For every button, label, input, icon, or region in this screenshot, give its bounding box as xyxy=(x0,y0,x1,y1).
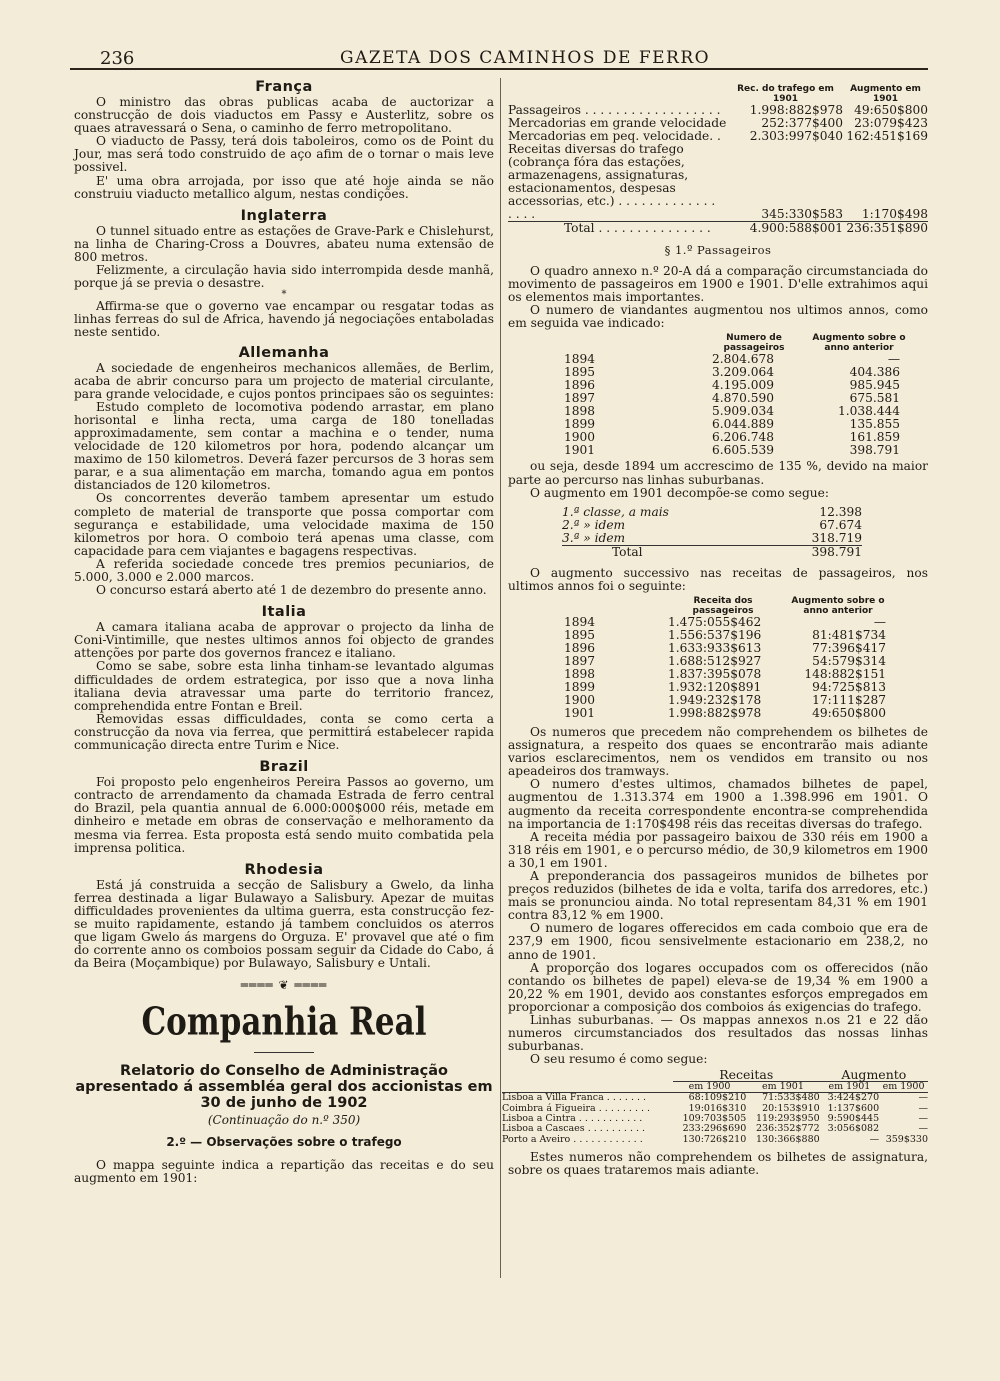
cell: 252:377$400 xyxy=(761,116,843,130)
cell: 1901 xyxy=(564,443,596,458)
cell: 4.870.590 xyxy=(712,391,775,406)
report-title: Relatorio do Conselho de Administração apresentado á assembléa geral dos accionistas em 30 de junho de 1902 xyxy=(75,1063,493,1112)
cell: 1899 xyxy=(564,679,596,694)
row-label: Total . . . . . . . . . . . . . . . xyxy=(564,221,711,235)
cell: 49:650$800 xyxy=(812,705,886,720)
paragraph: O mappa seguinte indica a repartição das receitas e do seu augmento em 1901: xyxy=(74,1158,494,1186)
paragraph: O quadro annexo n.º 20-A dá a comparação circumstanciada do movimento de passageiros em 1900 e 1901. D'elle extrahimos aqui os elementos mais importantes. xyxy=(508,264,928,305)
cell: 345:330$583 xyxy=(728,143,843,222)
cell: 1.932:120$891 xyxy=(668,679,762,694)
cell: 94:725$813 xyxy=(812,679,886,694)
cell: 1.633:933$613 xyxy=(668,640,762,655)
table-row xyxy=(564,629,898,642)
cell: 2.804.678 xyxy=(712,352,775,367)
paragraph: ou seja, desde 1894 um accrescimo de 135 %, devido na maior parte ao percurso nas linhas suburbanas. xyxy=(508,459,928,487)
cell: 1.038.444 xyxy=(837,404,900,419)
cell: Lisboa a Villa Franca . . . . . . . xyxy=(502,1092,647,1104)
row-label: 3.ª » idem xyxy=(562,532,766,546)
cell: 68:109$210 xyxy=(688,1092,747,1104)
cell: 1894 xyxy=(564,352,596,367)
paragraph: Os numeros que precedem não comprehendem os bilhetes de assignatura, a respeito dos quaes se encontrarão mais adiante varios esclarecimentos, nem os vendidos em transito ou nos apeadeiros dos tramways. xyxy=(508,724,928,779)
column-header: em 1900 xyxy=(879,1081,928,1092)
cell: — xyxy=(887,352,900,367)
cell: 1.556:537$196 xyxy=(668,627,762,642)
table-row xyxy=(564,655,898,668)
row-label: Passageiros . . . . . . . . . . . . . . . . . . xyxy=(508,104,721,117)
cell: 985.945 xyxy=(849,378,900,393)
cell: 9:590$445 xyxy=(827,1113,880,1124)
paragraph: O augmento successivo nas receitas de passageiros, nos ultimos annos foi o seguinte: xyxy=(508,565,928,593)
cell: 71:533$480 xyxy=(762,1092,820,1104)
paragraph: A preponderancia dos passageiros munidos de bilhetes por preços reduzidos (bilhetes de ida e volta, tarifa dos arredores, etc.) mais se pronunciou ainda. No total representam 84,31 % em 1901 contra 83,12 % em 1900. xyxy=(508,868,928,923)
section-heading-brazil: Brazil xyxy=(259,759,309,776)
cell: 162:451$169 xyxy=(846,129,928,143)
table-row xyxy=(562,506,862,519)
cell: — xyxy=(918,1113,928,1124)
paragraph: O augmento em 1901 decompõe-se como segue: xyxy=(530,485,829,500)
cell: 1898 xyxy=(564,404,596,419)
cell: 2.303:997$040 xyxy=(749,129,843,143)
cell: 1897 xyxy=(564,391,596,406)
cell: 1.475:055$462 xyxy=(668,614,762,629)
cell: 5.909.034 xyxy=(712,404,775,419)
column-header: Augmento sobre o anno anterior xyxy=(812,333,906,354)
paragraph: Foi proposto pelo engenheiros Pereira Passos ao governo, um contracto de arrendamento da chamada Estrada de ferro central do Brazil, pela quantia annual de 6.000:000$000 réis, metade em dinheiro e metade em obras de conservação e melhoramento da mesma via ferrea. Esta proposta está sendo muito combatida pela imprensa politica. xyxy=(74,775,494,855)
cell: 161.859 xyxy=(849,430,900,445)
separator-star: * xyxy=(281,289,287,301)
cell: 109:703$505 xyxy=(682,1113,747,1124)
paragraph: Removidas essas difficuldades, conta se como certa a construcção da nova via ferrea, que permittirá estabelecer rapida communicação directa entre Turim e Nice. xyxy=(74,711,494,753)
cell: 12.398 xyxy=(819,504,862,519)
paragraph: E' uma obra arrojada, por isso que até hoje ainda se não construiu viaducto metallico algum, nestas condições. xyxy=(74,173,494,201)
table-row xyxy=(562,532,862,546)
paragraph: O numero de logares offerecidos em cada comboio que era de 237,9 em 1900, ficou sensivelmente estacionario em 238,2, no anno de 1901. xyxy=(508,921,928,962)
row-label: Mercadorias em grande velocidade xyxy=(508,116,727,130)
column-group-header: Augmento xyxy=(820,1070,928,1081)
column-header: Receita dos passageiros xyxy=(692,595,754,616)
section-heading-inglaterra: Inglaterra xyxy=(240,207,328,224)
cell: — xyxy=(869,1133,880,1145)
cell: 3:056$082 xyxy=(827,1123,880,1135)
paragraph: Estes numeros não comprehendem os bilhetes de assignatura, sobre os quaes trataremos mais adiante. xyxy=(508,1150,928,1178)
table-row xyxy=(564,707,898,720)
cell: 77:396$417 xyxy=(812,640,886,655)
cell: 1:170$498 xyxy=(843,143,928,222)
paragraph: A receita média por passageiro baixou de 330 réis em 1900 a 318 réis em 1901, e o percurso médio, de 30,9 kilometros em 1900 a 30,1 em 1901. xyxy=(508,829,928,870)
column-header: em 1901 xyxy=(820,1081,879,1092)
cell: 6.044.889 xyxy=(712,417,775,432)
cell: 3.209.064 xyxy=(712,365,775,380)
column-group-header: Receitas xyxy=(673,1070,820,1081)
column-header: Rec. do trafego em 1901 xyxy=(737,84,834,104)
table-row xyxy=(564,444,914,457)
company-logo-text: Companhia Real xyxy=(141,999,427,1045)
cell: 1899 xyxy=(564,417,596,432)
cell: 49:650$800 xyxy=(854,103,928,117)
paragraph: Como se sabe, sobre esta linha tinham-se levantado algumas difficuldades de ordem estrategica, por isso que a nova linha italiana devia atravessar uma parte do territorio francez, comprehendida entre Fontan e Breil. xyxy=(74,659,494,713)
cell: Porto a Aveiro . . . . . . . . . . . . xyxy=(502,1133,643,1145)
cell: 1897 xyxy=(564,653,596,668)
cell: 1.837:395$078 xyxy=(668,666,762,681)
cell: 3:424$270 xyxy=(827,1092,880,1104)
cell: 233:296$690 xyxy=(682,1123,747,1135)
paragraph: Affirma-se que o governo vae encampar ou resgatar todas as linhas ferreas do sul de Africa, havendo já negociações entaboladas neste sentido. xyxy=(74,299,494,340)
row-label: Mercadorias em peq. velocidade. . xyxy=(508,129,721,143)
paragraph: Está já construida a secção de Salisbury a Gwelo, da linha ferrea destinada a ligar Bulawayo a Salisbury. Apezar de muitas difficuldades provenientes da ultima guerra, esta construcção fez-se muito rapidamente, estando já tambem concluidos os aterros que ligam Gwelo ás margens do Orguza. E' provavel que até o fim do corrente anno os comboios possam seguir da Cidade do Cabo, á da Beira (Moçambique) por Bulawayo, Salisbury e Untali. xyxy=(74,877,494,971)
cell: 1:137$600 xyxy=(827,1102,880,1114)
row-label: Receitas diversas do trafego (cobrança fóra das estações, armazenagens, assignaturas, estacionamentos, despesas accessorias, etc.) . . . . . . . . . . . . . . . . . xyxy=(508,143,728,222)
paragraph: A referida sociedade concede tres premios pecuniarios, de 5.000, 3.000 e 2.000 marcos. xyxy=(74,556,494,584)
cell: 17:111$287 xyxy=(812,692,886,707)
cell: 1898 xyxy=(564,666,596,681)
paragraph: O tunnel situado entre as estações de Grave-Park e Chislehurst, na linha de Charing-Cross a Douvres, abateu numa extensão de 800 metros. xyxy=(74,223,494,264)
page-header xyxy=(70,44,928,70)
cell: 1895 xyxy=(564,365,596,380)
row-label: 2.ª » idem xyxy=(562,517,626,532)
journal-title: GAZETA DOS CAMINHOS DE FERRO xyxy=(340,48,711,68)
cell: 1896 xyxy=(564,378,596,393)
table-row xyxy=(502,1093,928,1104)
cell: 236:352$772 xyxy=(756,1123,820,1135)
table-row xyxy=(562,519,862,532)
column-header: Augmento em 1901 xyxy=(850,84,921,104)
class-breakdown-table xyxy=(562,506,862,559)
cell: — xyxy=(918,1123,928,1135)
table-row xyxy=(508,143,928,222)
cell: 135.855 xyxy=(849,417,900,432)
right-column xyxy=(502,84,928,1178)
cell: 6.605.539 xyxy=(712,443,775,458)
section-heading-franca: França xyxy=(255,79,313,95)
table-row xyxy=(564,668,898,681)
paragraph: Linhas suburbanas. — Os mappas annexos n.os 21 e 22 dão numeros circumstanciados dos resultados das nossas linhas suburbanas. xyxy=(508,1013,928,1054)
cell: 236:351$890 xyxy=(846,221,928,235)
ornamental-rule: ════ ❦ ════ xyxy=(240,978,328,993)
paragraph: O ministro das obras publicas acaba de auctorizar a construcção de dois viaductos em Passy e Austerlitz, sobre os quaes atravessará o Sena, o caminho de ferro metropolitano. xyxy=(74,95,494,136)
table-row xyxy=(564,616,898,629)
table-row xyxy=(564,694,898,707)
cell: 1.949:232$178 xyxy=(668,692,762,707)
passengers-table xyxy=(564,333,914,457)
cell: 404.386 xyxy=(849,365,900,380)
paragraph: A sociedade de engenheiros mechanicos allemães, de Berlim, acaba de abrir concurso para um projecto de material circulante, para grande velocidade, e cujos pontos principaes são os seguintes: xyxy=(74,360,494,401)
paragraph: O concurso estará aberto até 1 de dezembro do presente anno. xyxy=(96,583,487,598)
paragraph: O seu resumo é como segue: xyxy=(530,1052,708,1067)
cell: 1900 xyxy=(564,692,596,707)
section-heading-allemanha: Allemanha xyxy=(238,344,330,361)
column-header: Augmento sobre o anno anterior xyxy=(791,595,885,616)
cell: 4.900:588$001 xyxy=(749,221,843,235)
cell: 1900 xyxy=(564,430,596,445)
continuation-note: (Continuação do n.º 350) xyxy=(207,1113,361,1128)
cell: 6.206.748 xyxy=(712,430,775,445)
table-row xyxy=(502,1135,928,1145)
cell: 54:579$314 xyxy=(812,653,886,668)
paragraph: A camara italiana acaba de approvar o projecto da linha de Coni-Vintimille, que nestes ultimos annos foi objecto de grandes attenções por parte dos governos francez e italiano. xyxy=(74,620,494,661)
paragraph: Os concorrentes deverão tambem apresentar um estudo completo de material de transporte que possa comportar com segurança e estabilidade, uma velocidade maxima de 150 kilometros por hora. O comboio terá apenas uma classe, com capacidade para cem viajantes e bagagens respectivas. xyxy=(74,491,494,558)
cell: Lisboa a Cascaes . . . . . . . . . . xyxy=(502,1123,646,1135)
column-divider xyxy=(500,78,501,1278)
page-number: 236 xyxy=(100,48,135,69)
left-column xyxy=(74,78,494,1186)
cell: 1.998:882$978 xyxy=(668,705,762,720)
cell: — xyxy=(918,1102,928,1114)
table-row xyxy=(564,681,898,694)
table-row xyxy=(564,642,898,655)
paragraph: O numero de viandantes augmentou nos ultimos annos, como em seguida vae indicado: xyxy=(508,303,928,331)
column-header: em 1900 xyxy=(673,1081,746,1092)
cell: 1896 xyxy=(564,640,596,655)
row-label: Total xyxy=(612,544,643,559)
cell: Coimbra á Figueira . . . . . . . . . xyxy=(502,1102,651,1114)
cell: 359$330 xyxy=(885,1133,928,1145)
short-rule xyxy=(254,1052,314,1053)
section-heading-rhodesia: Rhodesia xyxy=(244,861,324,878)
column-header: Numero de passageiros xyxy=(723,333,785,354)
column-header: em 1901 xyxy=(746,1081,819,1092)
cell: 4.195.009 xyxy=(712,378,775,393)
cell: 81:481$734 xyxy=(812,627,886,642)
paragraph: Estudo completo de locomotiva podendo arrastar, em plano horisontal e linha recta, uma carga de 180 tonelladas approximadamente, sem contar a machina e o tender, numa velocidade de 120 kilometros por hora, podendo alcançar um maximo de 150 kilometros. Deverá fazer percursos de 3 horas sem parar, e a sua alimentação em marcha, tomando agua em pontos distanciados de 120 kilometros. xyxy=(74,399,494,493)
cell: 1894 xyxy=(564,614,596,629)
report-subheading: 2.º — Observações sobre o trafego xyxy=(166,1135,402,1150)
cell: 1.688:512$927 xyxy=(668,653,762,668)
paragraph: O numero d'estes ultimos, chamados bilhetes de papel, augmentou de 1.313.374 em 1900 a 1.398.996 em 1901. O augmento da receita correspondente encontra-se comprehendida na importancia de 1:170$498 réis das receitas diversas do trafego. xyxy=(508,777,928,831)
cell: 1895 xyxy=(564,627,596,642)
section-heading-passageiros: § 1.º Passageiros xyxy=(664,243,772,257)
cell: Lisboa a Cintra . . . . . . . . . . . xyxy=(502,1113,643,1124)
cell: 398.791 xyxy=(849,443,900,458)
paragraph: O viaducto de Passy, terá dois taboleiros, como os de Point du Jour, mas será todo construido de aço afim de o tornar o mais leve possivel. xyxy=(74,134,494,175)
cell: 130:726$210 xyxy=(682,1133,747,1145)
cell: 398.791 xyxy=(811,544,862,559)
cell: 20:153$910 xyxy=(762,1102,820,1114)
cell: 130:366$880 xyxy=(756,1133,820,1145)
suburban-lines-table xyxy=(502,1067,928,1145)
table-row xyxy=(508,222,928,236)
revenue-table xyxy=(564,596,898,720)
cell: 1.998:882$978 xyxy=(749,103,843,117)
cell: 148:882$151 xyxy=(804,666,886,681)
section-heading-italia: Italia xyxy=(261,604,307,621)
receipts-table xyxy=(508,84,928,235)
cell: — xyxy=(918,1092,928,1104)
row-label: 1.ª classe, a mais xyxy=(562,504,669,519)
cell: 19:016$310 xyxy=(688,1102,747,1114)
cell: 119:293$950 xyxy=(756,1113,820,1124)
table-row xyxy=(562,545,862,559)
cell: 675.581 xyxy=(849,391,900,406)
cell: — xyxy=(873,614,886,629)
cell: 67.674 xyxy=(819,517,862,532)
cell: 1901 xyxy=(564,705,596,720)
cell: 23:079$423 xyxy=(854,116,928,130)
paragraph: A proporção dos logares occupados com os offerecidos (não contando os bilhetes de papel) eleva-se de 19,34 % em 1900 a 20,22 % em 1901, devido aos constantes esforços empregados em proporcionar a composição dos comboios ás exigencias do trafego. xyxy=(508,960,928,1014)
cell: 318.719 xyxy=(766,532,862,546)
paragraph: Felizmente, a circulação havia sido interrompida desde manhã, porque já se previa o desastre. xyxy=(74,263,494,291)
